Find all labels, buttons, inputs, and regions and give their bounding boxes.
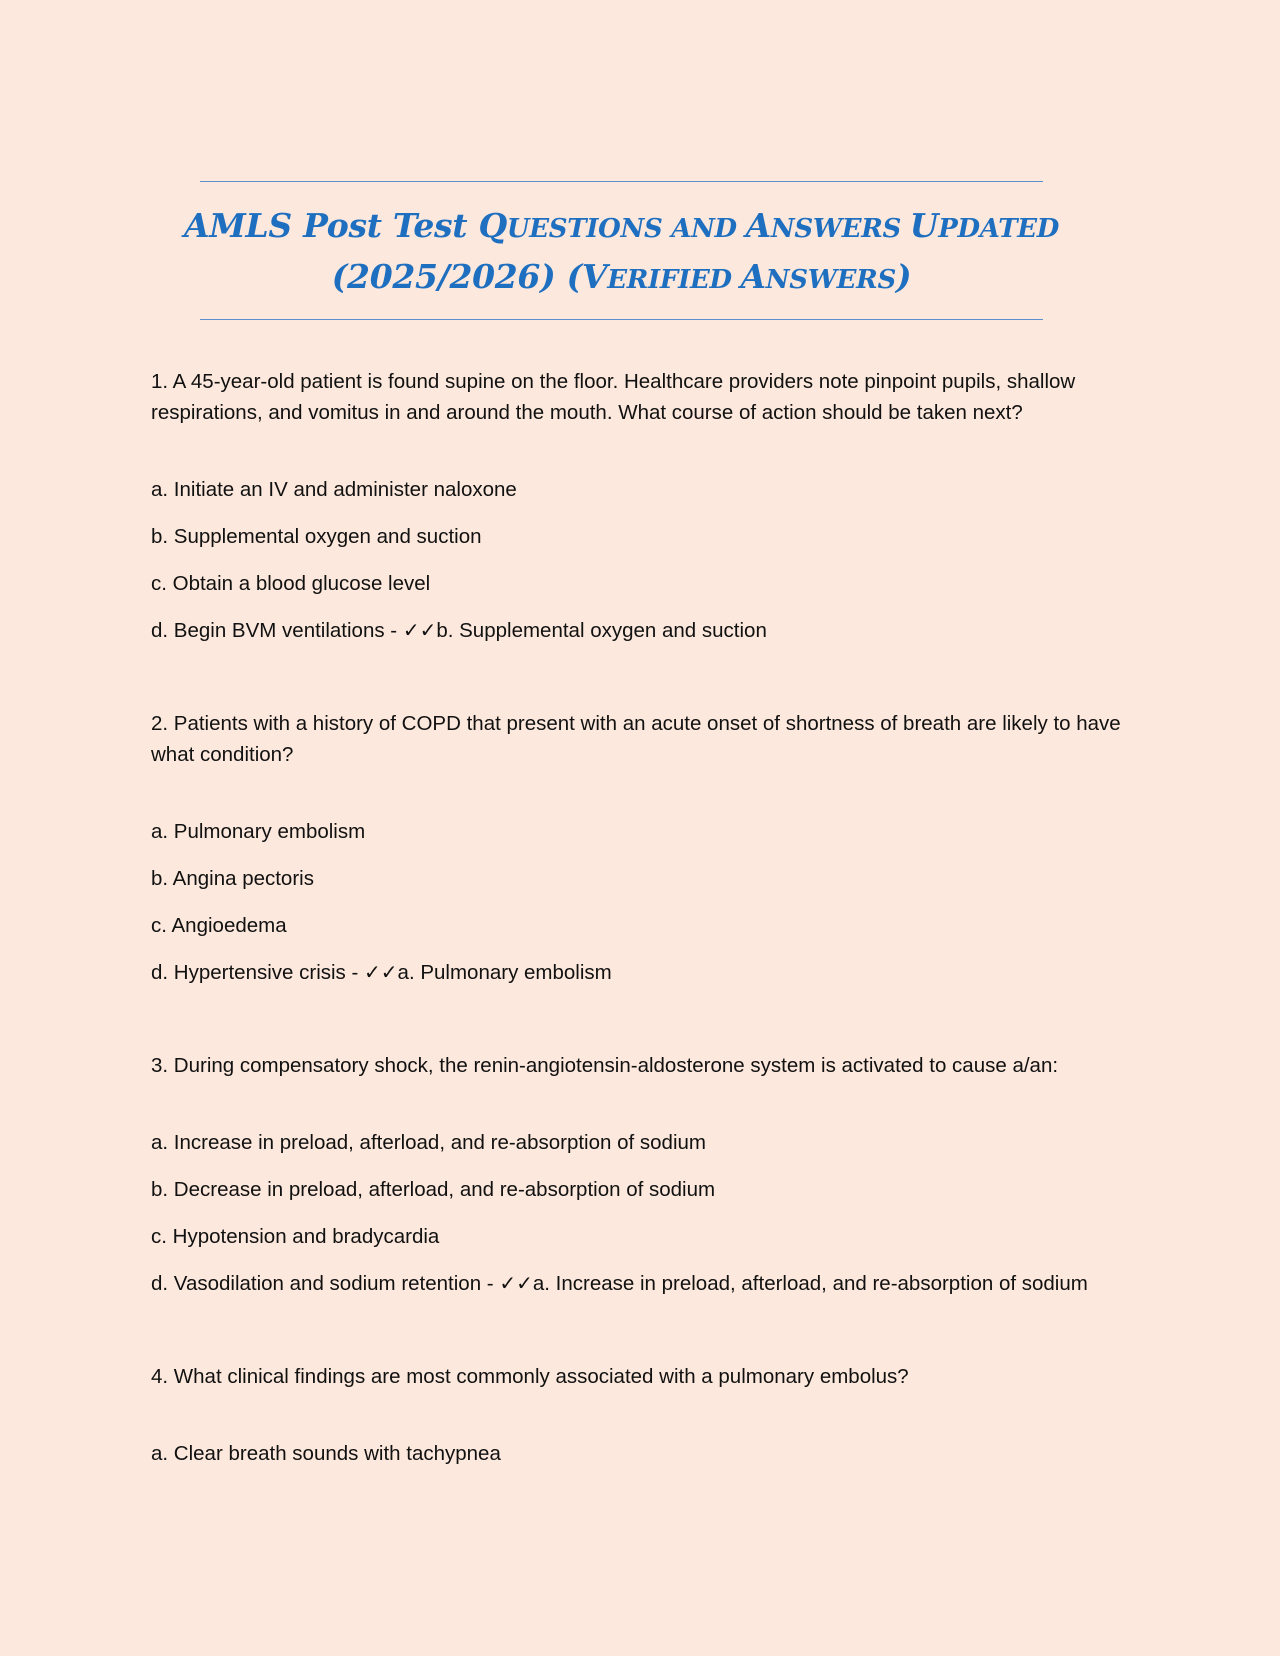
question-block-2 bbox=[151, 708, 1151, 988]
question-text: 2. Patients with a history of COPD that present with an acute onset of shortness of breath are likely to have what condition? bbox=[151, 712, 1121, 766]
answer-option: a. Increase in preload, afterload, and re-absorption of sodium bbox=[151, 1131, 706, 1154]
answer-option: a. Clear breath sounds with tachypnea bbox=[151, 1442, 501, 1465]
question-text: 3. During compensatory shock, the renin-angiotensin-aldosterone system is activated to cause a/an: bbox=[151, 1054, 1059, 1077]
answer-option-with-key bbox=[151, 615, 1151, 646]
title-top-rule bbox=[200, 181, 1043, 182]
title-line-2: (2025/2026) (VERIFIED ANSWERS) bbox=[331, 257, 912, 296]
correct-answer: b. Supplemental oxygen and suction bbox=[436, 619, 767, 642]
question-text: 4. What clinical findings are most commonly associated with a pulmonary embolus? bbox=[151, 1365, 909, 1388]
answer-options bbox=[151, 1127, 1151, 1299]
answer-option: c. Angioedema bbox=[151, 914, 287, 937]
answer-option: c. Hypotension and bradycardia bbox=[151, 1225, 440, 1248]
answer-option-text: d. Begin BVM ventilations - bbox=[151, 619, 403, 642]
answer-option: b. Angina pectoris bbox=[151, 867, 314, 890]
correct-answer: a. Increase in preload, afterload, and re-absorption of sodium bbox=[532, 1272, 1088, 1295]
question-block-3 bbox=[151, 1050, 1151, 1299]
answer-option-with-key bbox=[151, 957, 1151, 988]
check-mark-icon: ✓✓ bbox=[402, 618, 437, 642]
answer-option: c. Obtain a blood glucose level bbox=[151, 572, 431, 595]
answer-option: a. Pulmonary embolism bbox=[151, 820, 366, 843]
answer-option-text: d. Vasodilation and sodium retention - bbox=[151, 1272, 500, 1295]
answer-option-text: d. Hypertensive crisis - bbox=[151, 961, 365, 984]
answer-option: b. Decrease in preload, afterload, and re-absorption of sodium bbox=[151, 1178, 716, 1201]
title-line-1: AMLS Post Test QUESTIONS AND ANSWERS UPDATED bbox=[183, 206, 1060, 245]
questions-list bbox=[151, 366, 1151, 1469]
answer-option: a. Initiate an IV and administer naloxone bbox=[151, 478, 517, 501]
question-block-4 bbox=[151, 1361, 1151, 1469]
check-mark-icon: ✓✓ bbox=[364, 960, 398, 984]
question-text: 1. A 45-year-old patient is found supine on the floor. Healthcare providers note pinpoint pupils, shallow respirations, and vomitus in and around the mouth. What course of action should be taken next? bbox=[151, 370, 1076, 424]
document-title bbox=[160, 202, 1083, 304]
check-mark-icon: ✓✓ bbox=[499, 1271, 533, 1295]
question-block-1 bbox=[151, 366, 1151, 646]
answer-options bbox=[151, 1438, 1151, 1469]
answer-options bbox=[151, 474, 1151, 646]
title-bottom-rule bbox=[200, 319, 1043, 320]
correct-answer: a. Pulmonary embolism bbox=[397, 961, 612, 984]
answer-option: b. Supplemental oxygen and suction bbox=[151, 525, 482, 548]
answer-options bbox=[151, 816, 1151, 988]
answer-option-with-key bbox=[151, 1268, 1151, 1299]
